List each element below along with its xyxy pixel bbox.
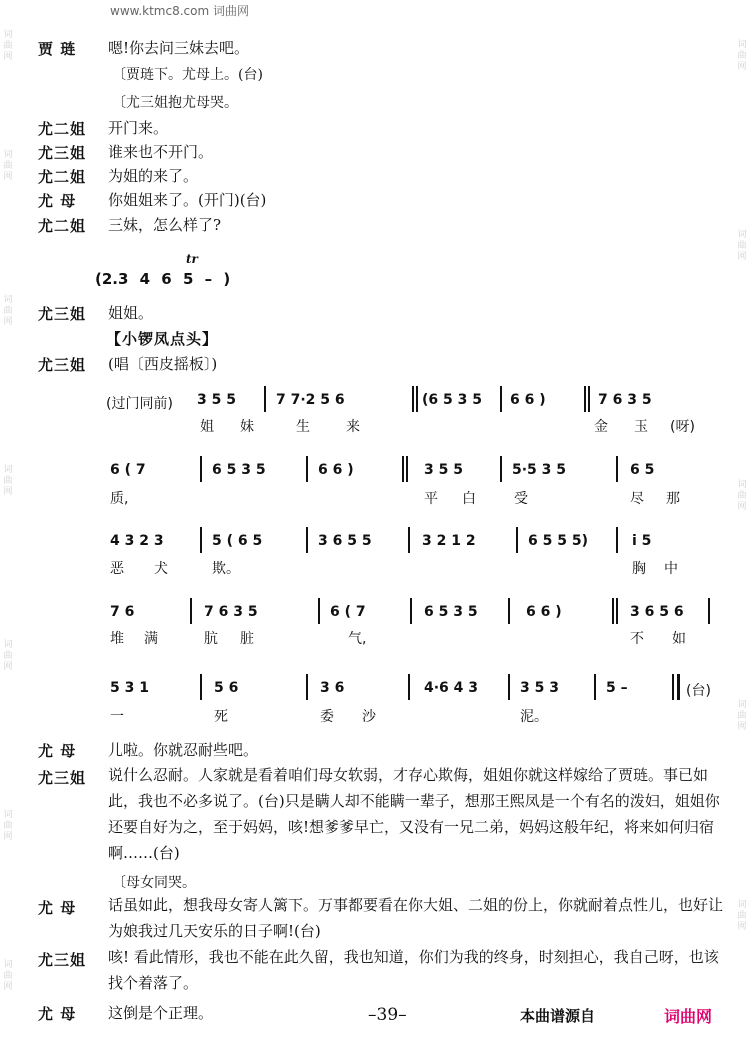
speaker-label: 尤 母 bbox=[38, 1005, 77, 1023]
lyric: 不 bbox=[630, 631, 644, 647]
dialogue-line: (唱〔西皮摇板〕) bbox=[108, 355, 218, 373]
score-notes: 4·6 4 3 bbox=[424, 680, 479, 696]
lyric: 犬 bbox=[154, 561, 168, 577]
watermark-right-2: 词曲网 bbox=[737, 230, 747, 262]
speaker-label: 尤二姐 bbox=[38, 120, 87, 138]
score-notes: 7 6 3 5 bbox=[204, 604, 258, 620]
barline bbox=[190, 598, 192, 624]
watermark-left-6: 词曲网 bbox=[3, 810, 13, 842]
score-notes: 6 6 ) bbox=[526, 604, 562, 620]
speaker-label: 尤二姐 bbox=[38, 217, 87, 235]
speaker-label: 尤三姐 bbox=[38, 356, 87, 374]
barline bbox=[508, 598, 510, 624]
barline bbox=[408, 527, 410, 553]
barline bbox=[708, 598, 710, 624]
prelude-label: (过门同前) bbox=[106, 396, 173, 412]
barline bbox=[588, 386, 590, 412]
score-notes: 6 5 3 5 bbox=[424, 604, 478, 620]
barline bbox=[200, 456, 202, 482]
barline bbox=[616, 456, 618, 482]
watermark-left-1: 词曲网 bbox=[3, 30, 13, 62]
score-notes: 5 6 bbox=[214, 680, 239, 696]
lyric: 死 bbox=[214, 709, 228, 725]
barline bbox=[264, 386, 266, 412]
speaker-label: 尤三姐 bbox=[38, 951, 87, 969]
barline bbox=[416, 386, 418, 412]
score-notes: 3 6 5 5 bbox=[318, 533, 372, 549]
dialogue-line: 谁来也不开门。 bbox=[108, 143, 214, 161]
score-notes: 3 6 bbox=[320, 680, 345, 696]
lyric: 堆 bbox=[110, 631, 124, 647]
watermark-right-1: 词曲网 bbox=[737, 40, 747, 72]
score-notes: 5·5 3 5 bbox=[512, 462, 567, 478]
lyric: 满 bbox=[144, 631, 158, 647]
lyric: 肮 bbox=[204, 631, 218, 647]
score-notes: 7 7·2 5 6 bbox=[276, 392, 345, 408]
watermark-left-7: 词曲网 bbox=[3, 960, 13, 992]
speaker-label: 尤三姐 bbox=[38, 144, 87, 162]
lyric: 质, bbox=[110, 491, 129, 507]
score-notes: 3 6 5 6 bbox=[630, 604, 684, 620]
barline bbox=[616, 598, 618, 624]
barline bbox=[594, 674, 596, 700]
barline bbox=[408, 674, 410, 700]
score-notes: (台) bbox=[686, 683, 711, 699]
lyric: 那 bbox=[666, 491, 680, 507]
lyric: 脏 bbox=[240, 631, 254, 647]
lyric: 来 bbox=[346, 419, 360, 435]
lyric: 生 bbox=[296, 419, 310, 435]
lyric: 委 bbox=[320, 709, 334, 725]
dialogue-line: 儿啦。你就忍耐些吧。 bbox=[108, 741, 259, 759]
score-notes: 3 5 5 bbox=[424, 462, 463, 478]
speaker-label: 尤 母 bbox=[38, 899, 77, 917]
barline bbox=[508, 674, 510, 700]
lyric: 一 bbox=[110, 709, 124, 725]
score-notes: 3 2 1 2 bbox=[422, 533, 476, 549]
lyric: 尽 bbox=[630, 491, 644, 507]
score-notes: 6 5 3 5 bbox=[212, 462, 266, 478]
watermark-right-3: 词曲网 bbox=[737, 480, 747, 512]
lyric: (呀) bbox=[670, 419, 695, 435]
barline bbox=[672, 674, 674, 700]
lyric: 胸 bbox=[632, 561, 646, 577]
speaker-label: 尤 母 bbox=[38, 742, 77, 760]
watermark-right-5: 词曲网 bbox=[737, 900, 747, 932]
score-notes: i 5 bbox=[632, 533, 652, 549]
speaker-label: 尤三姐 bbox=[38, 305, 87, 323]
dialogue-paragraph: 话虽如此，想我母女寄人篱下。万事都要看在你大姐、二姐的份上，你就耐着点性儿，也好让为娘我过几天安乐的日子啊!(台) bbox=[108, 896, 724, 940]
barline bbox=[616, 527, 618, 553]
score-notes: (6 5 3 5 bbox=[422, 392, 482, 408]
barline bbox=[410, 598, 412, 624]
barline bbox=[318, 598, 320, 624]
dialogue-line: 三妹，怎么样了? bbox=[108, 216, 222, 234]
lyric: 妹 bbox=[240, 419, 254, 435]
watermark-url: www.ktmc8.com 词曲网 bbox=[110, 4, 249, 18]
score-notes: 6 5 bbox=[630, 462, 655, 478]
barline bbox=[412, 386, 414, 412]
barline bbox=[200, 527, 202, 553]
dialogue-line: 你姐姐来了。(开门)(台) bbox=[108, 191, 267, 209]
lyric: 中 bbox=[664, 561, 678, 577]
site-logo: 词曲网 bbox=[664, 1007, 713, 1026]
lyric: 如 bbox=[672, 631, 686, 647]
watermark-left-4: 词曲网 bbox=[3, 465, 13, 497]
score-notes: 5 ( 6 5 bbox=[212, 533, 263, 549]
score-notes: 4 3 2 3 bbox=[110, 533, 164, 549]
source-note: 本曲谱源自 bbox=[520, 1007, 596, 1025]
lyric: 气, bbox=[348, 631, 367, 647]
score-notes: 6 6 ) bbox=[510, 392, 546, 408]
score-notes: 7 6 3 5 bbox=[598, 392, 652, 408]
barline bbox=[500, 456, 502, 482]
barline bbox=[402, 456, 404, 482]
dialogue-line: 为姐的来了。 bbox=[108, 167, 199, 185]
stage-direction: 〔母女同哭。 bbox=[112, 875, 196, 891]
barline bbox=[406, 456, 408, 482]
watermark-left-3: 词曲网 bbox=[3, 295, 13, 327]
lyric: 白 bbox=[462, 491, 476, 507]
score-notes: 6 ( 7 bbox=[110, 462, 146, 478]
dialogue-line: 嗯!你去问三妹去吧。 bbox=[108, 39, 250, 57]
speaker-label: 贾 琏 bbox=[38, 40, 77, 58]
lyric: 欺。 bbox=[212, 561, 240, 577]
stage-direction: 〔尤三姐抱尤母哭。 bbox=[112, 95, 238, 111]
dialogue-paragraph: 咳! 看此情形，我也不能在此久留，我也知道，你们为我的终身，时刻担心，我自己呀，也该找个着落了。 bbox=[108, 948, 719, 992]
barline bbox=[584, 386, 586, 412]
speaker-label: 尤 母 bbox=[38, 192, 77, 210]
score-notes: 3 5 5 bbox=[197, 392, 236, 408]
lyric: 金 bbox=[594, 419, 608, 435]
barline bbox=[306, 456, 308, 482]
watermark-left-5: 词曲网 bbox=[3, 640, 13, 672]
lyric: 受 bbox=[514, 491, 528, 507]
lyric: 平 bbox=[424, 491, 438, 507]
barline bbox=[677, 674, 680, 700]
score-notes: 6 ( 7 bbox=[330, 604, 366, 620]
barline bbox=[612, 598, 614, 624]
score-notes: 7 6 bbox=[110, 604, 135, 620]
speaker-label: 尤三姐 bbox=[38, 769, 87, 787]
speaker-label: 尤二姐 bbox=[38, 168, 87, 186]
stage-direction: 〔贾琏下。尤母上。(台) bbox=[112, 67, 263, 83]
watermark-right-4: 词曲网 bbox=[737, 700, 747, 732]
percussion-cue: 【小锣凤点头】 bbox=[106, 330, 219, 348]
dialogue-line: 姐姐。 bbox=[108, 304, 154, 322]
lyric: 沙 bbox=[362, 709, 376, 725]
lyric: 姐 bbox=[200, 419, 214, 435]
dialogue-line: 开门来。 bbox=[108, 119, 169, 137]
lyric: 玉 bbox=[634, 419, 648, 435]
score-notes: 6 6 ) bbox=[318, 462, 354, 478]
page-number: –39– bbox=[368, 1005, 407, 1025]
barline bbox=[306, 527, 308, 553]
score-notes: 5 – bbox=[606, 680, 628, 696]
score-notes: 3 5 3 bbox=[520, 680, 559, 696]
interlude-notes: (2.3 4 6 5 – ) bbox=[95, 270, 231, 288]
score-notes: 6 5 5 5) bbox=[528, 533, 588, 549]
dialogue-paragraph: 说什么忍耐。人家就是看着咱们母女软弱，才存心欺侮，姐姐你就这样嫁给了贾琏。事已如此，我也不必多说了。(台)只是瞒人却不能瞒一辈子，想那王熙凤是一个有名的泼妇，姐姐你还要自好为之，至于妈妈，咳!想爹爹早亡，又没有一兄二弟，妈妈这般年纪，将来如何归宿啊……(台) bbox=[108, 766, 720, 862]
barline bbox=[200, 674, 202, 700]
score-notes: 5 3 1 bbox=[110, 680, 149, 696]
lyric: 恶 bbox=[110, 561, 124, 577]
dialogue-line: 这倒是个正理。 bbox=[108, 1004, 214, 1022]
barline bbox=[306, 674, 308, 700]
watermark-left-2: 词曲网 bbox=[3, 150, 13, 182]
trill-mark: tr bbox=[186, 252, 198, 266]
barline bbox=[516, 527, 518, 553]
barline bbox=[500, 386, 502, 412]
lyric: 泥。 bbox=[520, 709, 548, 725]
